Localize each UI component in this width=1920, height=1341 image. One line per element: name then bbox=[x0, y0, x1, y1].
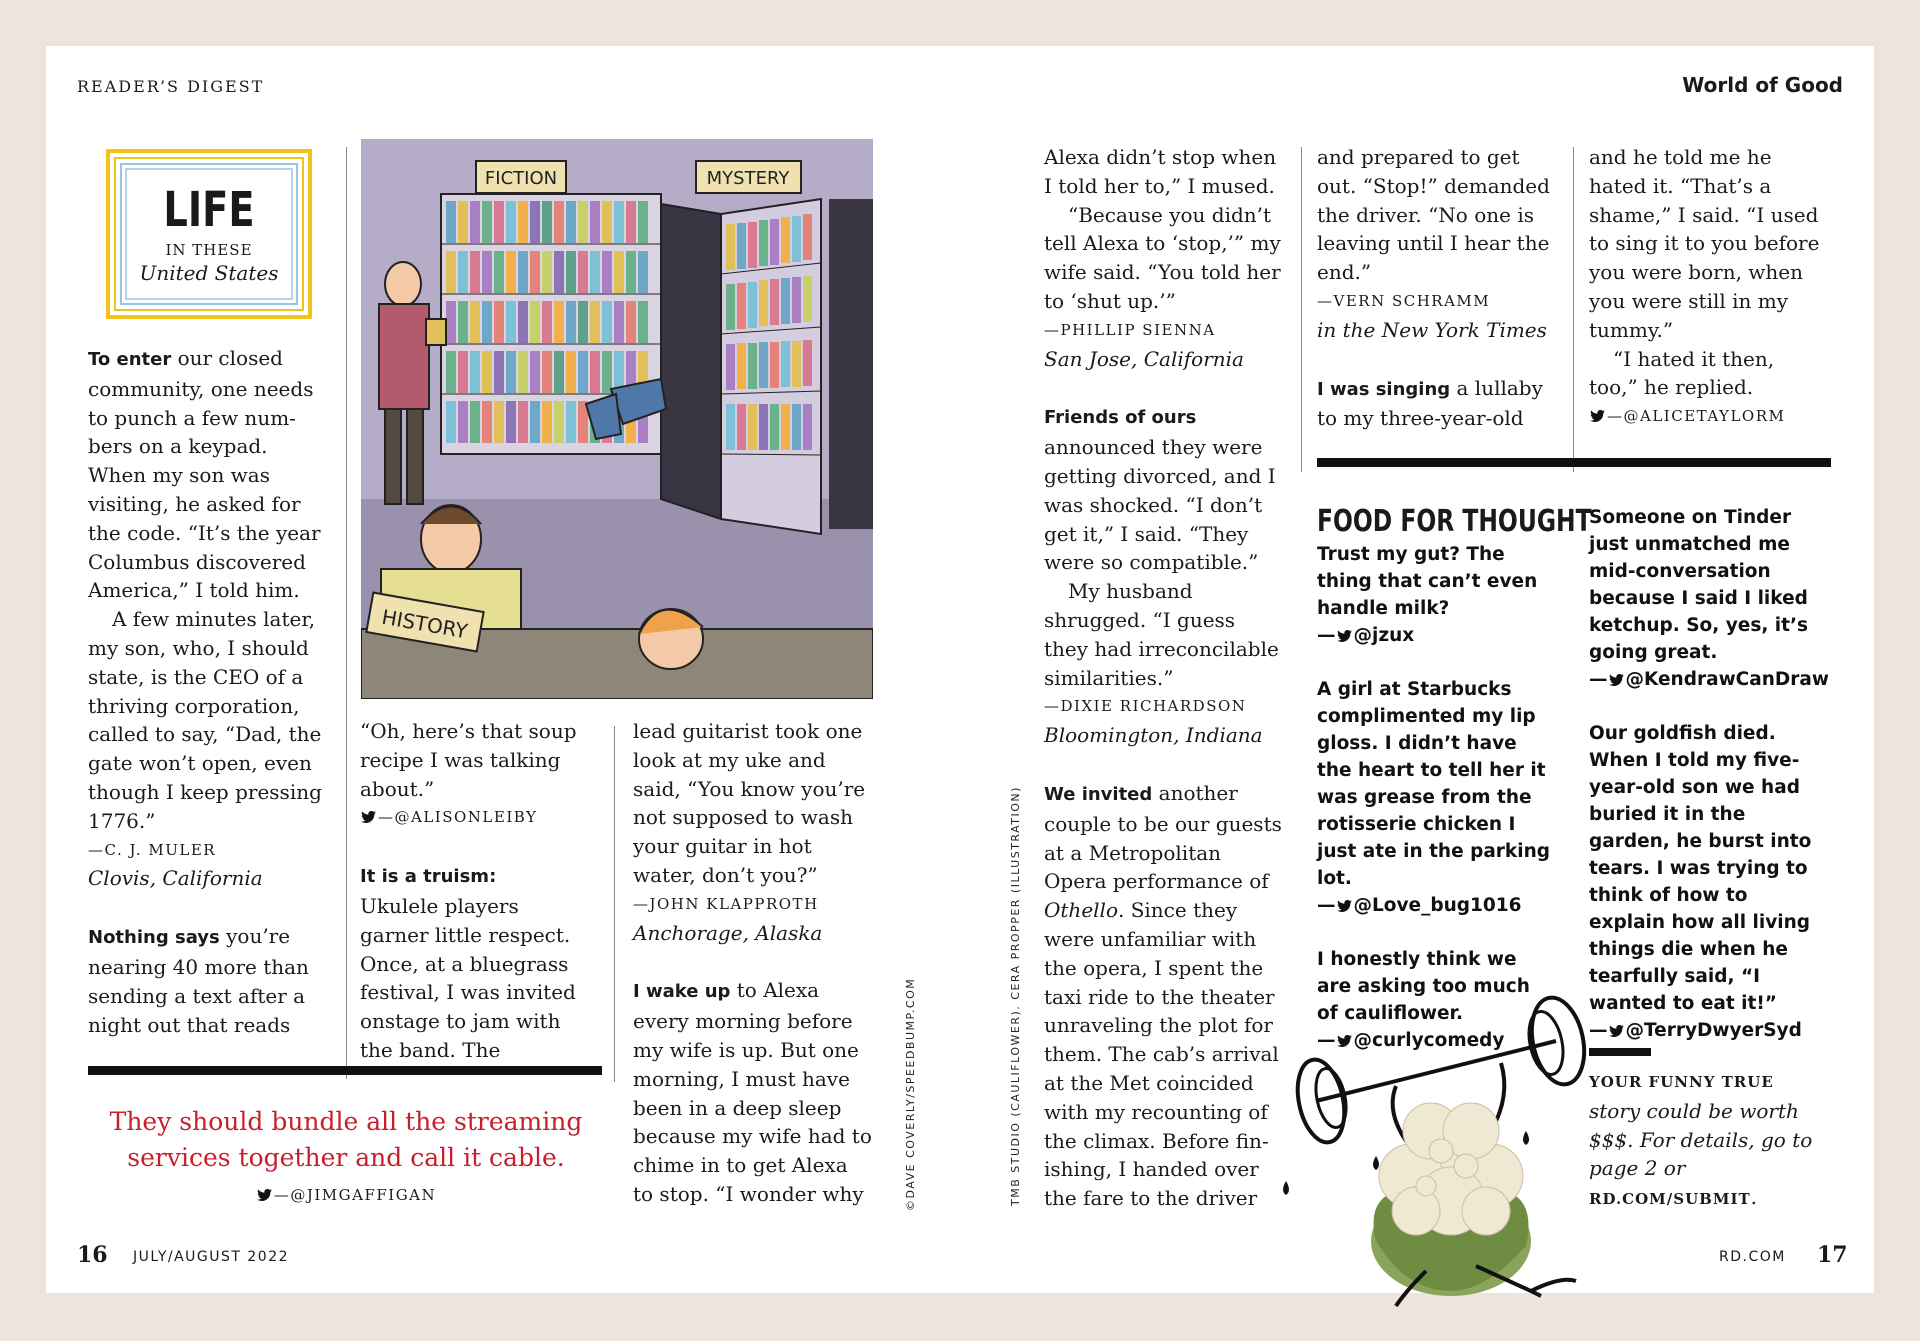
cartoon-credit: ©DAVE COVERLY/SPEEDBUMP.COM bbox=[904, 977, 917, 1211]
twitter-bird-icon bbox=[1337, 630, 1352, 642]
col1-p2: A few minutes later, my son, who, I should state, is the CEO of a thriving corporation, called to say, “Dad, the gate won’t open, even though I keep pressing 1776.” bbox=[88, 607, 322, 833]
page-number-right: 17 bbox=[1817, 1242, 1848, 1268]
column-4 bbox=[1044, 143, 1284, 1213]
handle-terrydwyer: — @TerryDwyerSyd bbox=[1589, 1020, 1802, 1041]
location-anchorage: Anchorage, Alaska bbox=[633, 920, 823, 945]
column-rule bbox=[346, 147, 347, 1079]
site-footer: RD.COM bbox=[1719, 1249, 1786, 1265]
lead-we-invited: We invited bbox=[1044, 783, 1153, 805]
lead-friends: Friends of ours bbox=[1044, 407, 1197, 429]
lead-wake-up: I wake up bbox=[633, 981, 731, 1003]
submit-link[interactable]: RD.COM/SUBMIT bbox=[1589, 1190, 1751, 1209]
byline-alicetaylorm bbox=[1589, 402, 1829, 431]
magazine-title: READER’S DIGEST bbox=[77, 77, 265, 96]
byline-schramm: —VERN SCHRAMM bbox=[1317, 291, 1491, 310]
sign-history: HISTORY bbox=[380, 604, 470, 644]
handle-text: @TerryDwyerSyd bbox=[1625, 1020, 1802, 1041]
sign-mystery: MYSTERY bbox=[706, 168, 790, 189]
bookstore-cartoon bbox=[361, 139, 873, 699]
issue-date: JULY/AUGUST 2022 bbox=[133, 1249, 290, 1265]
tweet-curlycomedy: I honestly think we are asking too much of cauliflower. bbox=[1317, 949, 1530, 1024]
handle-text: @curlycomedy bbox=[1353, 1030, 1505, 1051]
column-rule bbox=[1301, 147, 1302, 472]
col2-text2: Ukulele players garner little respect. Once, at a bluegrass festival, I was invited onstage to jam with the band. The bbox=[360, 893, 576, 1062]
lead-to-enter: To enter bbox=[88, 349, 172, 370]
pullquote bbox=[96, 1104, 596, 1204]
byline-text: —@ALICETAYLORM bbox=[1607, 407, 1786, 426]
pullquote-text: They should bundle all the streaming services together and call it cable. bbox=[109, 1107, 583, 1172]
tweet-love-bug: A girl at Starbucks complimented my lip gloss. I didn’t have the heart to tell her it was grease from the rotisserie chicken I just ate in the parking lot. bbox=[1317, 679, 1550, 889]
pullquote-rule bbox=[88, 1066, 602, 1075]
handle-kendraw: — @KendrawCanDraw bbox=[1589, 669, 1829, 690]
page-number-left: 16 bbox=[77, 1242, 108, 1268]
submit-lead: YOUR FUNNY TRUE bbox=[1589, 1073, 1774, 1091]
byline-sienna: —PHILLIP SIENNA bbox=[1044, 320, 1216, 339]
lead-nothing-says: Nothing says bbox=[88, 927, 220, 949]
magazine-spread bbox=[46, 46, 1874, 1293]
col2-text: “Oh, here’s that soup recipe I was talking about.” bbox=[360, 719, 577, 801]
col4-p2: “Because you didn’t tell Alexa to ‘stop,’” my wife said. “You told her to ‘shut up.’” bbox=[1044, 202, 1281, 313]
byline-muler: —C. J. MULER bbox=[88, 840, 217, 859]
logo-main: LIFE bbox=[163, 182, 255, 238]
twitter-bird-icon bbox=[1609, 674, 1624, 686]
submit-end: . bbox=[1750, 1185, 1757, 1210]
twitter-bird-icon bbox=[361, 811, 376, 823]
section-title: World of Good bbox=[1682, 73, 1843, 97]
col3-text: lead guitarist took one look at my uke and said, “You know you’re not supposed to wash your guitar in hot water, don’t you?” bbox=[633, 719, 866, 887]
byline-klapproth: —JOHN KLAPPROTH bbox=[633, 894, 819, 913]
tweet-jzux: Trust my gut? The thing that can’t even handle milk? bbox=[1317, 544, 1538, 619]
handle-jzux: — @jzux bbox=[1317, 625, 1415, 646]
pullquote-byline-text: —@JIMGAFFIGAN bbox=[273, 1186, 437, 1204]
life-logo bbox=[106, 149, 312, 319]
column-rule bbox=[614, 726, 615, 1082]
handle-text: @KendrawCanDraw bbox=[1625, 669, 1829, 690]
submit-text: story could be worth $$$. For details, go to page 2 or bbox=[1589, 1098, 1813, 1181]
food-column-right bbox=[1589, 504, 1829, 1044]
col6-p2: “I hated it then, too,” he replied. bbox=[1589, 346, 1775, 400]
byline-richardson: —DIXIE RICHARDSON bbox=[1044, 697, 1247, 716]
handle-text: @Love_bug1016 bbox=[1353, 895, 1522, 916]
location-bloomington: Bloomington, Indiana bbox=[1044, 723, 1263, 748]
handle-text: @jzux bbox=[1353, 625, 1415, 646]
column-3 bbox=[633, 717, 873, 1209]
lead-singing: I was singing bbox=[1317, 378, 1451, 400]
location-clovis: Clovis, California bbox=[88, 866, 263, 891]
pullquote-byline bbox=[96, 1186, 596, 1204]
column-1 bbox=[88, 344, 328, 1039]
byline-alisonleiby bbox=[360, 803, 580, 832]
opera-title: Othello bbox=[1044, 898, 1118, 923]
column-5 bbox=[1317, 143, 1557, 433]
column-rule bbox=[1573, 147, 1574, 472]
sign-fiction: FICTION bbox=[484, 168, 558, 189]
cartoon-illustration-icon bbox=[361, 139, 873, 699]
cauliflower-weightlifter bbox=[1276, 991, 1616, 1311]
logo-sub2: United States bbox=[139, 261, 279, 285]
col5-text2: a lullaby to my three-year-old bbox=[1317, 375, 1543, 431]
column-2 bbox=[360, 717, 580, 1065]
location-nyt: in the New York Times bbox=[1317, 317, 1547, 342]
tweet-terrydwyer: Our goldfish died. When I told my five-year-old son we had buried it in the garden, he burst into tears. I was trying to think of how to explain how all living things die when he tearfully said, “I wanted to eat it!” bbox=[1589, 723, 1812, 1014]
location-san-jose: San Jose, California bbox=[1044, 346, 1244, 371]
food-title: FOOD FOR THOUGHT bbox=[1317, 504, 1592, 539]
twitter-bird-icon bbox=[1590, 410, 1605, 422]
lead-truism: It is a truism: bbox=[360, 866, 497, 888]
col4-p3: My husband shrugged. “I guess they had irreconcilable similarities.” bbox=[1044, 579, 1279, 690]
photo-credit: TMB STUDIO (CAULIFLOWER). CERA PROPPER (ILLUSTRATION) bbox=[1009, 786, 1022, 1206]
col4-text2: announced they were getting divorced, and I was shocked. “I don’t get it,” I said. “They were so compatible.” bbox=[1044, 435, 1276, 575]
handle-love-bug: — @Love_bug1016 bbox=[1317, 895, 1522, 916]
col4-text3b: . Since they were unfamiliar with the opera, I spent the taxi ride to the theater unraveling the plot for them. The cab’s arrival at the Met coincided with my recounting of the climax. Before finishing, I handed over the fare to the driver bbox=[1044, 898, 1279, 1211]
tweet-kendraw: Someone on Tinder just unmatched me mid-conversation because I said I liked ketchup. So, yes, it’s going great. bbox=[1589, 507, 1809, 663]
col4-text3a: another couple to be our guests at a Metropolitan Opera performance of bbox=[1044, 780, 1282, 894]
logo-sub1: IN THESE bbox=[165, 241, 253, 259]
food-column-left bbox=[1317, 541, 1552, 1054]
cauliflower-weightlifter-icon bbox=[1276, 991, 1616, 1311]
byline-text: —@ALISONLEIBY bbox=[378, 808, 538, 827]
col6-text: and he told me he hated it. “That’s a shame,” I said. “I used to sing it to you before you were born, when you were still in my tummy.” bbox=[1589, 145, 1820, 342]
col3-text2: to Alexa every morning before my wife is up. But one morning, I must have been in a deep sleep because my wife had to chime in to get Alexa to stop. “I wonder why bbox=[633, 978, 872, 1206]
twitter-bird-icon bbox=[1337, 900, 1352, 912]
col5-text: and prepared to get out. “Stop!” demanded the driver. “No one is leaving until I hear the end.” bbox=[1317, 145, 1550, 285]
handle-curlycomedy: — @curlycomedy bbox=[1317, 1030, 1505, 1051]
submit-note bbox=[1589, 1066, 1829, 1214]
col1-text: our closed community, one needs to punch a few numbers on a keypad. When my son was visiting, he asked for the code. “It’s the year Columbus discovered America,” I told him. bbox=[88, 346, 321, 603]
food-section-rule bbox=[1317, 458, 1831, 467]
twitter-bird-icon bbox=[257, 1189, 272, 1201]
col4-text: Alexa didn’t stop when I told her to,” I mused. bbox=[1044, 145, 1277, 198]
col1-text2: you’re nearing 40 more than sending a text after a night out that reads bbox=[88, 924, 309, 1037]
column-6 bbox=[1589, 143, 1829, 431]
